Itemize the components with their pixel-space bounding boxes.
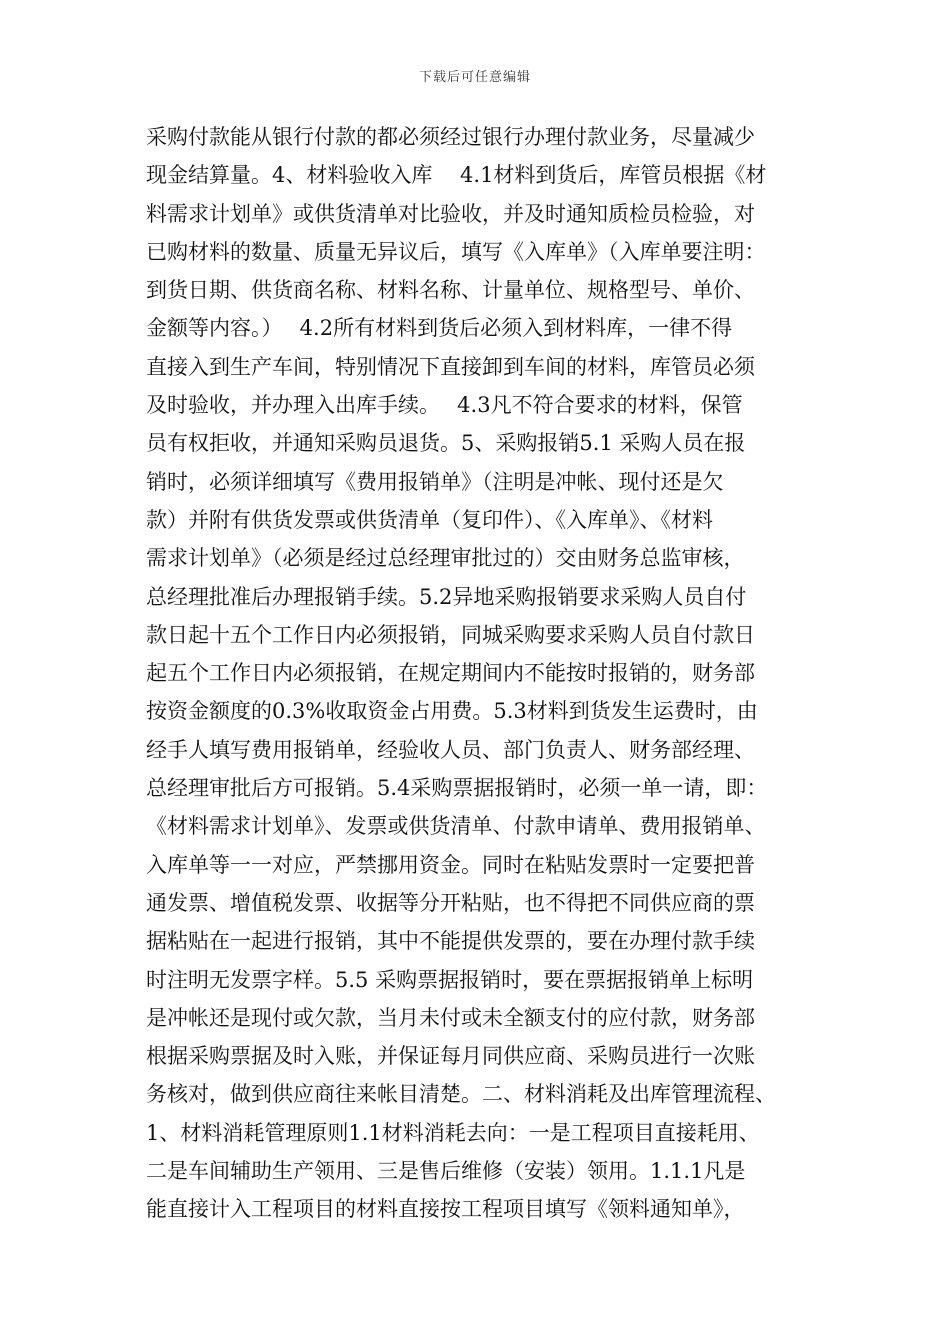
paragraph-line: 金额等内容。） 4.2所有材料到货后必须入到材料库，一律不得 bbox=[146, 316, 733, 341]
paragraph-line: 总经理审批后方可报销。5.4采购票据报销时，必须一单一请，即： bbox=[146, 776, 768, 801]
paragraph-line: 时注明无发票字样。5.5 采购票据报销时，要在票据报销单上标明 bbox=[146, 967, 754, 992]
paragraph-line: 已购材料的数量、质量无异议后，填写《入库单》（入库单要注明： bbox=[146, 239, 766, 264]
paragraph-line: 是冲帐还是现付或欠款，当月未付或未全额支付的应付款，财务部 bbox=[146, 1005, 755, 1030]
paragraph-line: 需求计划单》（必须是经过总经理审批过的）交由财务总监审核， bbox=[146, 546, 745, 571]
paragraph-line: 按资金额度的0.3%收取资金占用费。5.3材料到货发生运费时，由 bbox=[146, 699, 758, 724]
paragraph-line: 及时验收，并办理入出库手续。 4.3凡不符合要求的材料，保管 bbox=[146, 393, 743, 418]
paragraph-line: 采购付款能从银行付款的都必须经过银行办理付款业务，尽量减少 bbox=[146, 125, 755, 149]
paragraph-line: 务核对，做到供应商往来帐目清楚。二、材料消耗及出库管理流程、 bbox=[146, 1082, 776, 1107]
paragraph-line: 到货日期、供货商名称、材料名称、计量单位、规格型号、单价、 bbox=[146, 278, 755, 303]
paragraph-line: 现金结算量。4、材料验收入库 4.1材料到货后，库管员根据《材 bbox=[146, 163, 767, 188]
paragraph-line: 入库单等一一对应，严禁挪用资金。同时在粘贴发票时一定要把普 bbox=[146, 852, 755, 877]
paragraph-line: 经手人填写费用报销单，经验收人员、部门负责人、财务部经理、 bbox=[146, 737, 755, 762]
document-body bbox=[146, 118, 818, 1229]
paragraph-line: 款）并附有供货发票或供货清单（复印件）、《入库单》、《材料 bbox=[146, 507, 713, 532]
paragraph-line: 款日起十五个工作日内必须报销，同城采购要求采购人员自付款日 bbox=[146, 622, 755, 647]
paragraph-line: 通发票、增值税发票、收据等分开粘贴，也不得把不同供应商的票 bbox=[146, 890, 755, 915]
paragraph-line: 销时，必须详细填写《费用报销单》（注明是冲帐、现付还是欠 bbox=[146, 469, 724, 494]
paragraph-line: 起五个工作日内必须报销，在规定期间内不能按时报销的，财务部 bbox=[146, 661, 755, 686]
paragraph-line: 根据采购票据及时入账，并保证每月同供应商、采购员进行一次账 bbox=[146, 1044, 755, 1069]
paragraph-line: 能直接计入工程项目的材料直接按工程项目填写《领料通知单》， bbox=[146, 1197, 745, 1222]
paragraph-line: 据粘贴在一起进行报销，其中不能提供发票的，要在办理付款手续 bbox=[146, 929, 755, 954]
page-header: 下载后可任意编辑 bbox=[418, 70, 531, 85]
paragraph-line: 直接入到生产车间，特别情况下直接卸到车间的材料，库管员必须 bbox=[146, 354, 755, 379]
paragraph-line: 料需求计划单》或供货清单对比验收，并及时通知质检员检验，对 bbox=[146, 201, 755, 226]
paragraph-line: 二是车间辅助生产领用、三是售后维修（安装）领用。1.1.1凡是 bbox=[146, 1159, 746, 1184]
paragraph-line: 总经理批准后办理报销手续。5.2异地采购报销要求采购人员自付 bbox=[146, 584, 747, 609]
paragraph-line: 1、材料消耗管理原则1.1材料消耗去向：一是工程项目直接耗用、 bbox=[146, 1120, 760, 1145]
paragraph-line: 《材料需求计划单》、发票或供货清单、付款申请单、费用报销单、 bbox=[146, 814, 766, 839]
paragraph-line: 员有权拒收，并通知采购员退货。5、采购报销5.1 采购人员在报 bbox=[146, 431, 746, 456]
